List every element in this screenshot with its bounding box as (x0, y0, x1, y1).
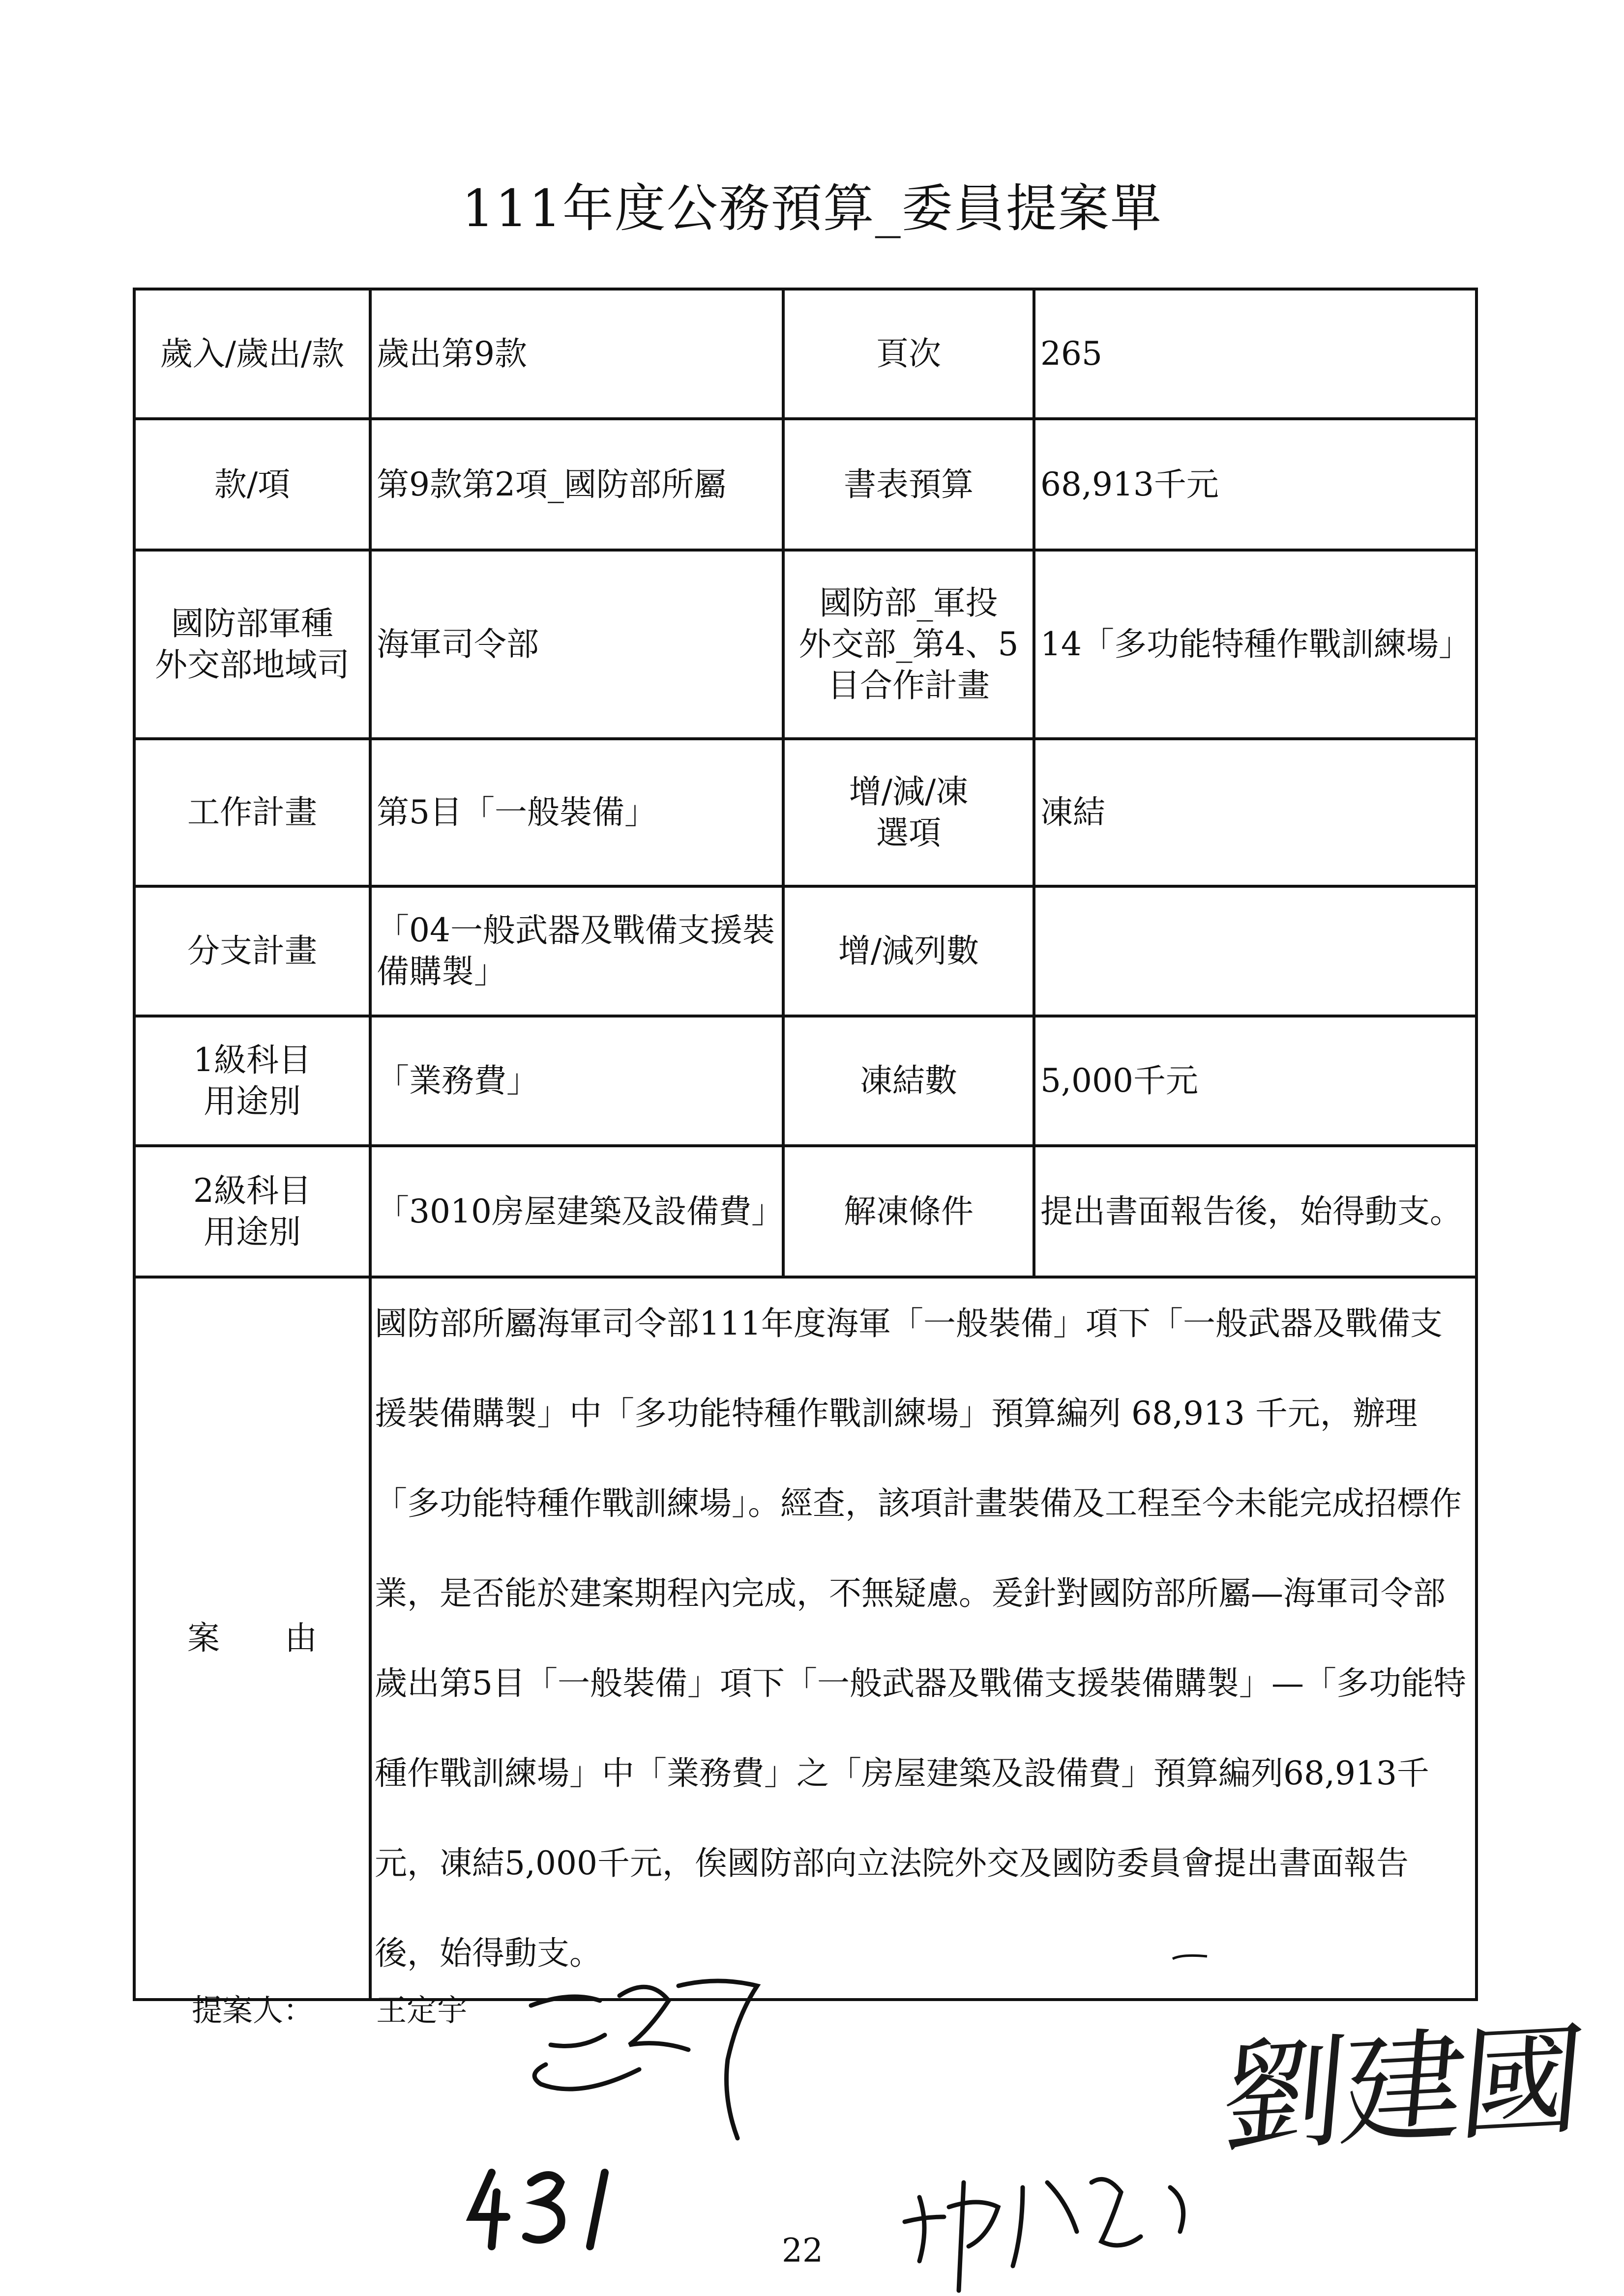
cosigner-signature-1 (905, 2179, 1183, 2291)
field-value: 「業務費」 (370, 1016, 783, 1146)
field-label: 1級科目 用途別 (134, 1016, 370, 1146)
proposer-label: 提案人： (192, 1992, 314, 2028)
field-label: 2級科目 用途別 (134, 1146, 370, 1277)
field-value: 歲出第9款 (370, 289, 783, 419)
field-value: 「04一般武器及戰備支援裝備購製」 (370, 886, 783, 1016)
field-value: 第5目「一般裝備」 (370, 739, 783, 886)
field-label: 國防部軍種 外交部地域司 (134, 550, 370, 739)
field-label: 工作計畫 (134, 739, 370, 886)
page-number: 22 (782, 2232, 823, 2269)
field-label: 歲入/歲出/款 (134, 289, 370, 419)
cosigner-signature-liu-jianguo: 劉建國 (1216, 2008, 1585, 2170)
field-label: 款/項 (134, 419, 370, 550)
field-label: 分支計畫 (134, 886, 370, 1016)
reason-label: 案 由 (134, 1277, 370, 2000)
field-value: 凍結 (1034, 739, 1476, 886)
field-label: 書表預算 (783, 419, 1034, 550)
strike-mark (1173, 1955, 1207, 1959)
proposer-signature (531, 1981, 757, 2138)
handwritten-number-431 (472, 2173, 605, 2246)
proposer-name: 王定宇 (376, 1992, 468, 2028)
field-label: 凍結數 (783, 1016, 1034, 1146)
field-value: 14「多功能特種作戰訓練場」 (1034, 550, 1476, 739)
field-value: 提出書面報告後，始得動支。 (1034, 1146, 1476, 1277)
document-title: 111年度公務預算_委員提案單 (462, 178, 1162, 238)
field-value: 海軍司令部 (370, 550, 783, 739)
field-value: 68,913千元 (1034, 419, 1476, 550)
field-label: 國防部_軍投 外交部_第4、5 目合作計畫 (783, 550, 1034, 739)
field-label: 頁次 (783, 289, 1034, 419)
field-value: 265 (1034, 289, 1476, 419)
field-label: 增/減列數 (783, 886, 1034, 1016)
field-value: 第9款第2項_國防部所屬 (370, 419, 783, 550)
reason-text: 國防部所屬海軍司令部111年度海軍「一般裝備」項下「一般武器及戰備支援裝備購製」中「多功能特種作戰訓練場」預算編列 68,913 千元，辦理「多功能特種作戰訓練場」。經查，該項計畫裝備及工程至今未能完成招標作業，是否能於建案期程內完成，不無疑慮。爰針對國防部所屬—海軍司令部歲出第5目「一般裝備」項下「一般武器及戰備支援裝備購製」—「多功能特種作戰訓練場」中「業務費」之「房屋建築及設備費」預算編列68,913千元，凍結5,000千元，俟國防部向立法院外交及國防委員會提出書面報告後，始得動支。 (370, 1277, 1476, 2000)
field-label: 解凍條件 (783, 1146, 1034, 1277)
field-value: 5,000千元 (1034, 1016, 1476, 1146)
field-value: 「3010房屋建築及設備費」 (370, 1146, 783, 1277)
field-label: 增/減/凍 選項 (783, 739, 1034, 886)
